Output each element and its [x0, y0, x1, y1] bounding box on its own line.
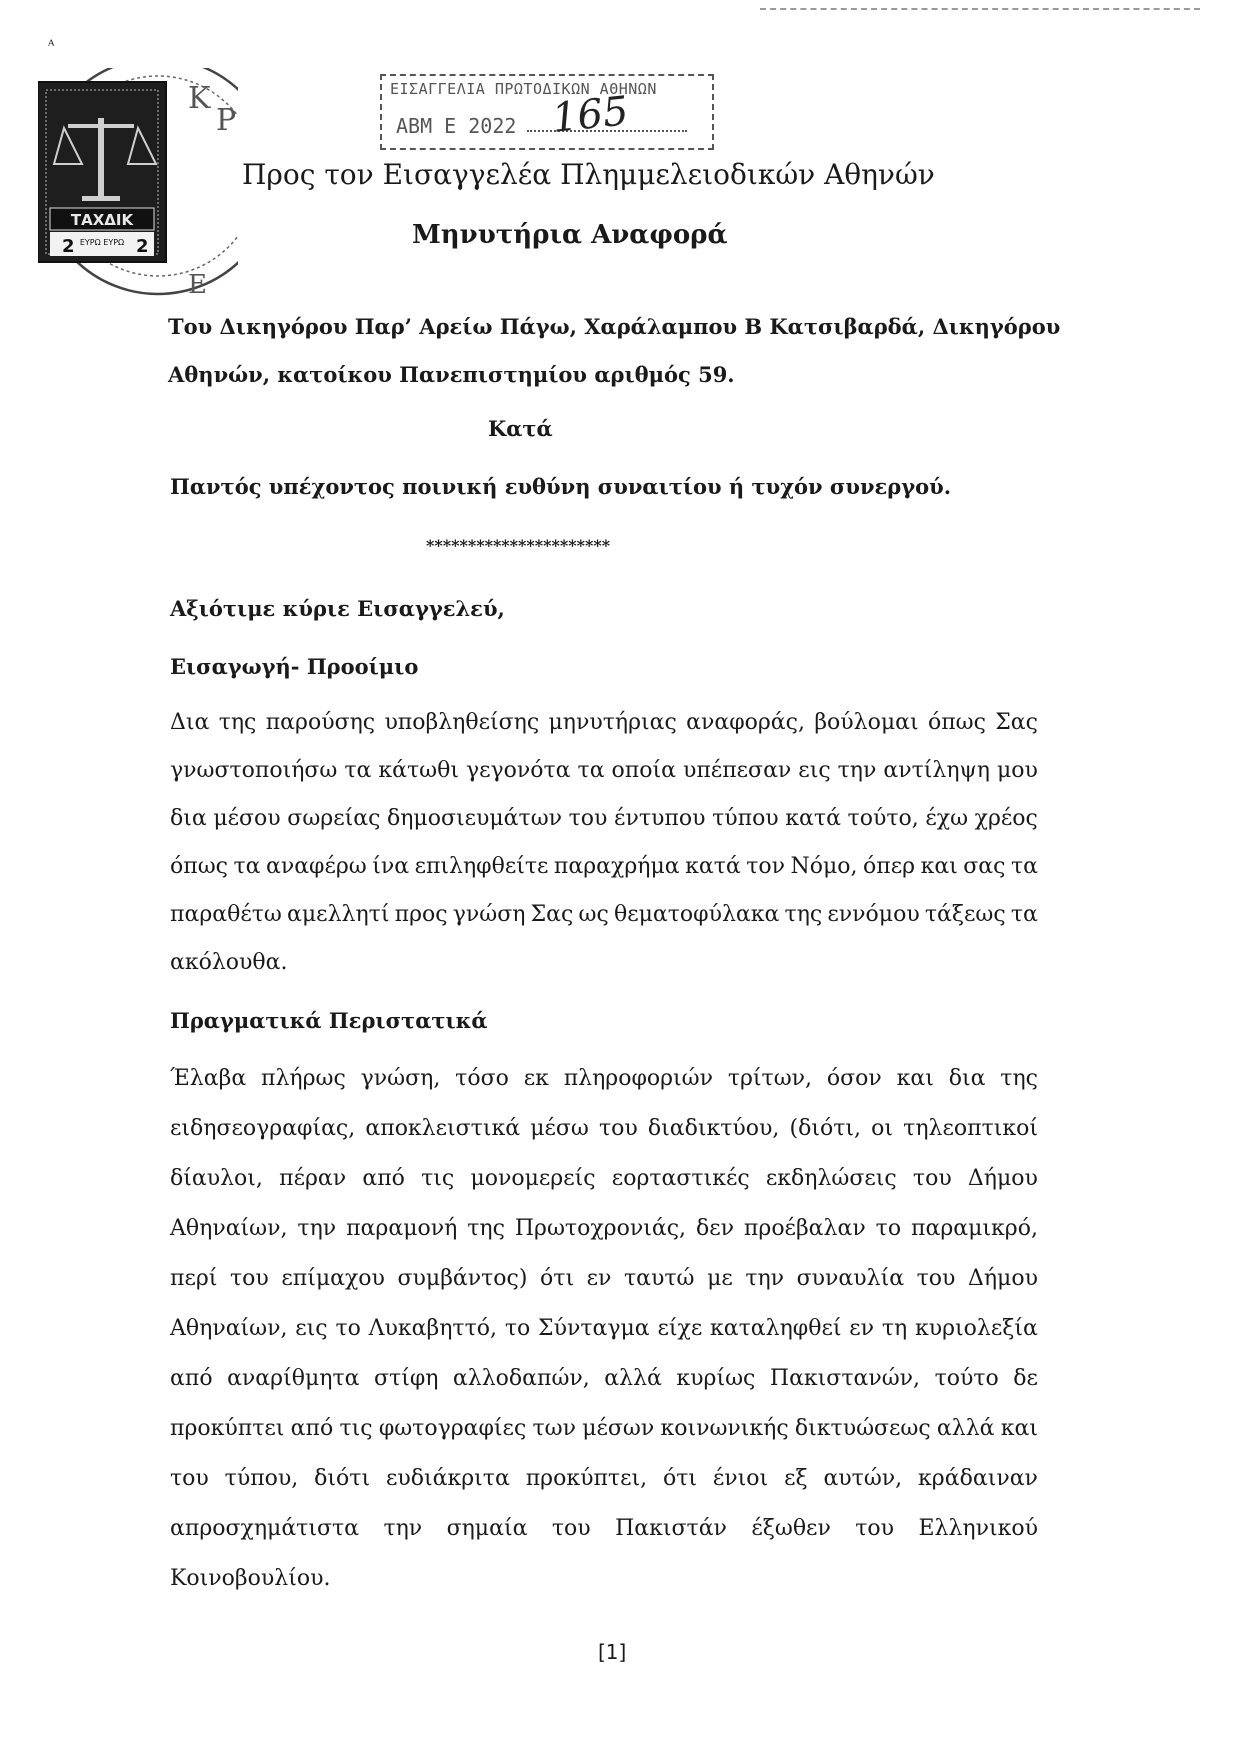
registry-stamp-number: 165 — [549, 88, 631, 142]
fiscal-stamp-currency: ΕΥΡΩ ΕΥΡΩ — [79, 238, 125, 247]
paragraph-line: δια μέσου σωρείας δημοσιευμάτων του έντυπου τύπου κατά τούτο, έχω χρέος — [170, 806, 1038, 831]
paragraph-line: του τύπου, διότι ευδιάκριτα προκύπτει, ότι ένιοι εξ αυτών, κράδαιναν — [170, 1466, 1038, 1491]
paragraph-line: Δια της παρούσης υποβληθείσης μηνυτήριας αναφοράς, βούλομαι όπως Σας — [170, 710, 1038, 735]
paragraph-line: Αθηναίων, εις το Λυκαβηττό, το Σύνταγμα είχε καταληφθεί εν τη κυριολεξία — [170, 1316, 1038, 1341]
salutation: Αξιότιμε κύριε Εισαγγελεύ, — [170, 596, 505, 621]
paragraph-line: Έλαβα πλήρως γνώση, τόσο εκ πληροφοριών τρίτων, όσον και δια της — [170, 1066, 1038, 1091]
paragraph-line: από αναρίθμητα στίφη αλλοδαπών, αλλά κυρίως Πακιστανών, τούτο δε — [170, 1366, 1038, 1391]
fiscal-stamp-label: ΤΑΧΔΙΚ — [70, 211, 134, 229]
paragraph-line: απροσχημάτιστα την σημαία του Πακιστάν έξωθεν του Ελληνικού — [170, 1516, 1038, 1541]
separator: ********************** — [426, 536, 611, 555]
paragraph-line: ειδησεογραφίας, αποκλειστικά μέσω του διαδικτύου, (διότι, οι τηλεοπτικοί — [170, 1116, 1038, 1141]
paragraph-line: παραθέτω αμελλητί προς γνώση Σας ως θεματοφύλακα της εννόμου τάξεως τα — [170, 902, 1038, 927]
svg-text:Ε: Ε — [188, 270, 207, 300]
paragraph-line: γνωστοποιήσω τα κάτωθι γεγονότα τα οποία υπέπεσαν εις την αντίληψη μου — [170, 758, 1038, 783]
paragraph-line: δίαυλοι, πέραν από τις μονομερείς εορταστικές εκδηλώσεις του Δήμου — [170, 1166, 1038, 1191]
svg-text:Ρ: Ρ — [216, 103, 237, 138]
addressee: Προς τον Εισαγγελέα Πλημμελειοδικών Αθηνών — [242, 158, 935, 191]
fiscal-stamp-value-right: 2 — [136, 236, 149, 257]
page-number: [1] — [598, 1640, 627, 1664]
section-heading-introduction: Εισαγωγή- Προοίμιο — [170, 654, 419, 679]
sender-line-2: Αθηνών, κατοίκου Πανεπιστημίου αριθμός 59. — [168, 362, 735, 387]
paragraph-line: προκύπτει από τις φωτογραφίες των μέσων κοινωνικής δικτυώσεως αλλά και — [170, 1416, 1038, 1441]
against-label: Κατά — [488, 416, 553, 441]
corner-mark: ᴬ — [48, 38, 55, 54]
against-whom: Παντός υπέχοντος ποινική ευθύνη συναιτίου ή τυχόν συνεργού. — [170, 474, 951, 499]
court-seal — [38, 68, 238, 308]
registry-stamp-code: ΑΒΜ Ε 2022 — [396, 114, 517, 138]
svg-text:Κ: Κ — [188, 81, 211, 116]
paragraph-line: Κοινοβουλίου. — [170, 1566, 331, 1591]
paragraph-line: όπως τα αναφέρω ίνα επιληφθείτε παραχρήμα κατά τον Νόμο, όπερ και σας τα — [170, 854, 1038, 879]
paragraph-line: Αθηναίων, την παραμονή της Πρωτοχρονιάς, δεν προέβαλαν το παραμικρό, — [170, 1216, 1038, 1241]
fiscal-stamp-value-left: 2 — [62, 236, 75, 257]
section-heading-facts: Πραγματικά Περιστατικά — [170, 1008, 488, 1033]
paragraph-line: περί του επίμαχου συμβάντος) ότι εν ταυτώ με την συναυλία του Δήμου — [170, 1266, 1038, 1291]
registry-stamp-office: ΕΙΣΑΓΓΕΛΙΑ ΠΡΩΤΟΔΙΚΩΝ ΑΘΗΝΩΝ — [390, 80, 657, 98]
sender-line-1: Του Δικηγόρου Παρ’ Αρείω Πάγω, Χαράλαμπου Β Κατσιβαρδά, Δικηγόρου — [168, 314, 1061, 339]
registry-stamp — [380, 74, 714, 150]
paragraph-line: ακόλουθα. — [170, 950, 288, 975]
scan-edge-line — [760, 8, 1200, 12]
document-title: Μηνυτήρια Αναφορά — [412, 220, 728, 250]
